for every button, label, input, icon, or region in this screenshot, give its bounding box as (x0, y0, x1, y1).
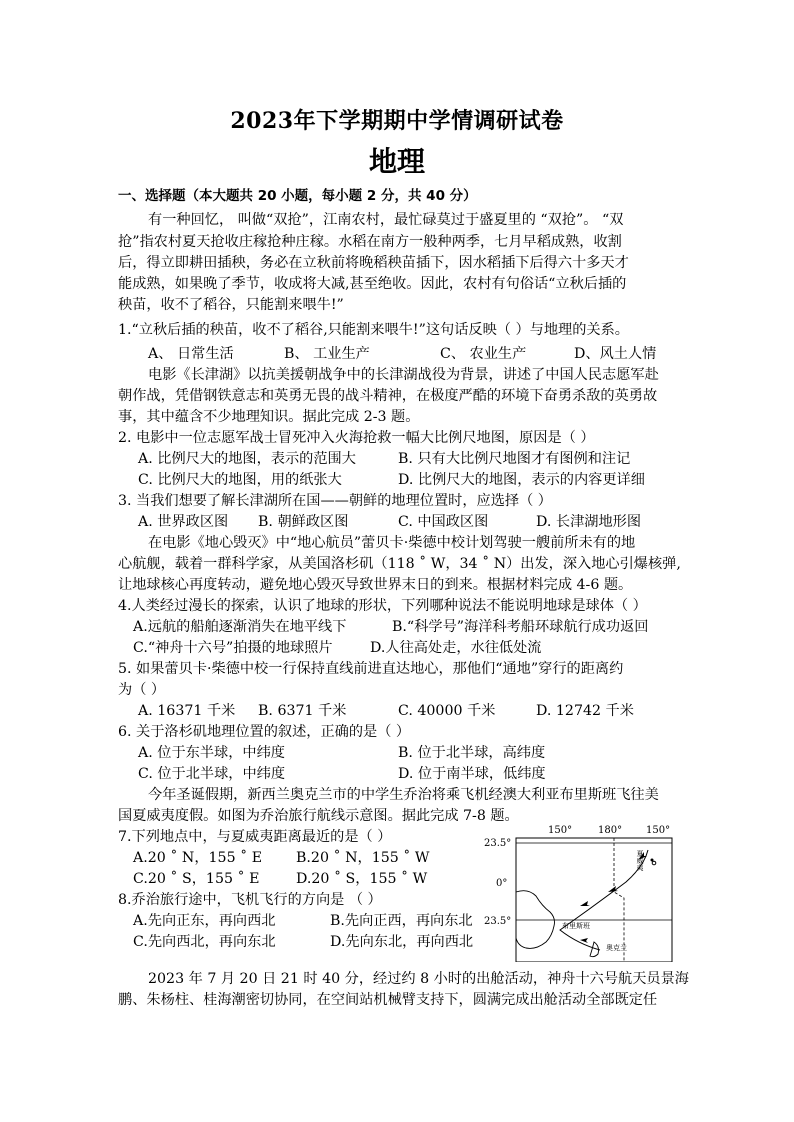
q1-option-d: D、风土人情 (574, 346, 657, 362)
q1-option-a: A、 日常生活 (148, 346, 234, 362)
q4-option-b: B.“科学号”海洋科考船环球航行成功返回 (392, 619, 649, 635)
q3-option-b: B. 朝鲜政区图 (258, 514, 349, 530)
lon-label-center: 180° (598, 825, 623, 836)
q7-option-d: D.20 ˚ S，155 ˚ W (296, 871, 428, 887)
q8-option-a: A.先向正东，再向西北 (133, 913, 276, 929)
q3-option-a: A. 世界政区图 (138, 514, 229, 530)
q2-option-c: C. 比例尺大的地图，用的纸张大 (138, 472, 342, 488)
q8-option-c: C.先向西北，再向东北 (133, 934, 276, 950)
lat-label-south: 23.5° (484, 916, 512, 927)
subject-title: 地理 (368, 145, 425, 178)
passage-line: 心航舰，载着一群科学家，从美国洛杉矶（118 ˚ W，34 ˚ N）出发，深入地心引爆核弹, (118, 556, 681, 572)
question-1-stem: 1.“立秋后插的秧苗，收不了稻谷,只能割来喂牛!”这句话反映（ ）与地理的关系。 (118, 322, 629, 338)
q2-option-d: D. 比例尺大的地图，表示的内容更详细 (398, 472, 645, 488)
passage-line: 让地球核心再度转动，避免地心毁灭导致世界末日的到来。根据材料完成 4-6 题。 (118, 577, 633, 593)
passage-line: 有一种回忆， 叫做“双抢”，江南农村，最忙碌莫过于盛夏里的 “双抢”。 “双 (148, 212, 624, 228)
lon-label-east: 150° (646, 825, 671, 836)
australia-outline (516, 891, 555, 949)
q3-option-d: D. 长津湖地形图 (536, 514, 642, 530)
q5-option-d: D. 12742 千米 (536, 703, 634, 719)
passage-line: 今年圣诞假期，新西兰奥克兰市的中学生乔治将乘飞机经澳大利亚布里斯班飞往美 (148, 787, 659, 803)
question-7-stem: 7.下列地点中，与夏威夷距离最近的是（ ） (118, 829, 392, 845)
question-6-stem: 6. 关于洛杉矶地理位置的叙述，正确的是（ ） (118, 724, 411, 740)
lon-label-west: 150° (548, 825, 573, 836)
q6-option-a: A. 位于东半球，中纬度 (138, 745, 285, 761)
passage-line: 在电影《地心毁灭》中“地心航员”蕾贝卡·柴德中校计划驾驶一艘前所未有的地 (148, 535, 636, 551)
q8-option-d: D.先向东北，再向西北 (330, 934, 474, 950)
lat-label-equator: 0° (496, 878, 508, 889)
q5-option-a: A. 16371 千米 (138, 703, 236, 719)
q6-option-d: D. 位于南半球，低纬度 (398, 766, 546, 782)
passage-line: 事，其中蕴含不少地理知识。据此完成 2-3 题。 (118, 409, 420, 425)
plane-icon (580, 938, 588, 943)
hawaii-island-icon (652, 861, 656, 865)
passage-line: 电影《长津湖》以抗美援朝战争中的长津湖战役为背景，讲述了中国人民志愿军赴 (148, 367, 659, 383)
passage-line: 鹏、朱杨柱、桂海潮密切协同，在空间站机械臂支持下，圆满完成出舱活动全部既定任 (118, 992, 658, 1008)
lat-label-north: 23.5° (484, 838, 512, 849)
passage-line: 2023 年 7 月 20 日 21 时 40 分，经过约 8 小时的出舱活动，神舟十六号航天员景海 (148, 971, 689, 987)
q1-option-c: C、 农业生产 (440, 346, 527, 362)
hawaii-label: 夏威夷 (636, 850, 644, 871)
question-5-stem: 5. 如果蕾贝卡·柴德中校一行保持直线前进直达地心，那他们“通地”穿行的距离约 (118, 661, 624, 677)
passage-line: 朝作战，凭借钢铁意志和英勇无畏的战斗精神，在极度严酷的环境下奋勇杀敌的英勇故 (118, 388, 658, 404)
question-2-stem: 2. 电影中一位志愿军战士冒死冲入火海抢救一幅大比例尺地图，原因是（ ） (118, 430, 595, 446)
question-5-stem-cont: 为（ ） (118, 682, 166, 698)
q4-option-d: D.人往高处走，水往低处流 (370, 640, 542, 656)
q6-option-b: B. 位于北半球，高纬度 (398, 745, 546, 761)
passage-line: 能成熟，如果晚了季节，收成将大减,甚至绝收。因此，农村有句俗话“立秋后插的 (118, 276, 627, 292)
q7-option-b: B.20 ˚ N，155 ˚ W (296, 850, 430, 866)
flight-route (560, 850, 648, 950)
q2-option-b: B. 只有大比例尺地图才有图例和注记 (398, 451, 631, 467)
section-heading: 一、选择题（本大题共 20 小题，每小题 2 分，共 40 分） (118, 188, 477, 204)
q7-option-a: A.20 ˚ N，155 ˚ E (133, 850, 263, 866)
q7-option-c: C.20 ˚ S，155 ˚ E (133, 871, 260, 887)
q6-option-c: C. 位于北半球，中纬度 (138, 766, 286, 782)
flight-route-map (476, 822, 696, 962)
question-4-stem: 4.人类经过漫长的探索，认识了地球的形状，下列哪种说法不能说明地球是球体（ ） (118, 598, 647, 614)
exam-title: 2023年下学期期中学情调研试卷 (230, 108, 564, 134)
passage-line: 后，得立即耕田插秧，务必在立秋前将晚稻秧苗插下，因水稻插下后得六十多天才 (118, 255, 629, 271)
passage-line: 秧苗，收不了稻谷，只能割来喂牛!” (118, 297, 344, 313)
q2-option-a: A. 比例尺大的地图，表示的范围大 (138, 451, 356, 467)
q5-option-b: B. 6371 千米 (258, 703, 347, 719)
q4-option-c: C.“神舟十六号”拍摄的地球照片 (133, 640, 333, 656)
q3-option-c: C. 中国政区图 (398, 514, 489, 530)
auckland-label: 奥克兰 (606, 944, 627, 952)
plane-icon (580, 901, 590, 906)
brisbane-label: 布里斯班 (562, 922, 590, 930)
q5-option-c: C. 40000 千米 (398, 703, 496, 719)
q4-option-a: A.远航的船舶逐渐消失在地平线下 (133, 619, 347, 635)
q8-option-b: B.先向正西，再向东北 (330, 913, 473, 929)
passage-line: 抢”指农村夏天抢收庄稼抢种庄稼。水稻在南方一般种两季，七月早稻成熟，收割 (118, 234, 622, 250)
passage-line: 国夏威夷度假。如图为乔治旅行航线示意图。据此完成 7-8 题。 (118, 808, 519, 824)
question-3-stem: 3. 当我们想要了解长津湖所在国——朝鲜的地理位置时，应选择（ ） (118, 493, 552, 509)
q1-option-b: B、 工业生产 (284, 346, 370, 362)
question-8-stem: 8.乔治旅行途中，飞机飞行的方向是 （ ） (118, 892, 382, 908)
